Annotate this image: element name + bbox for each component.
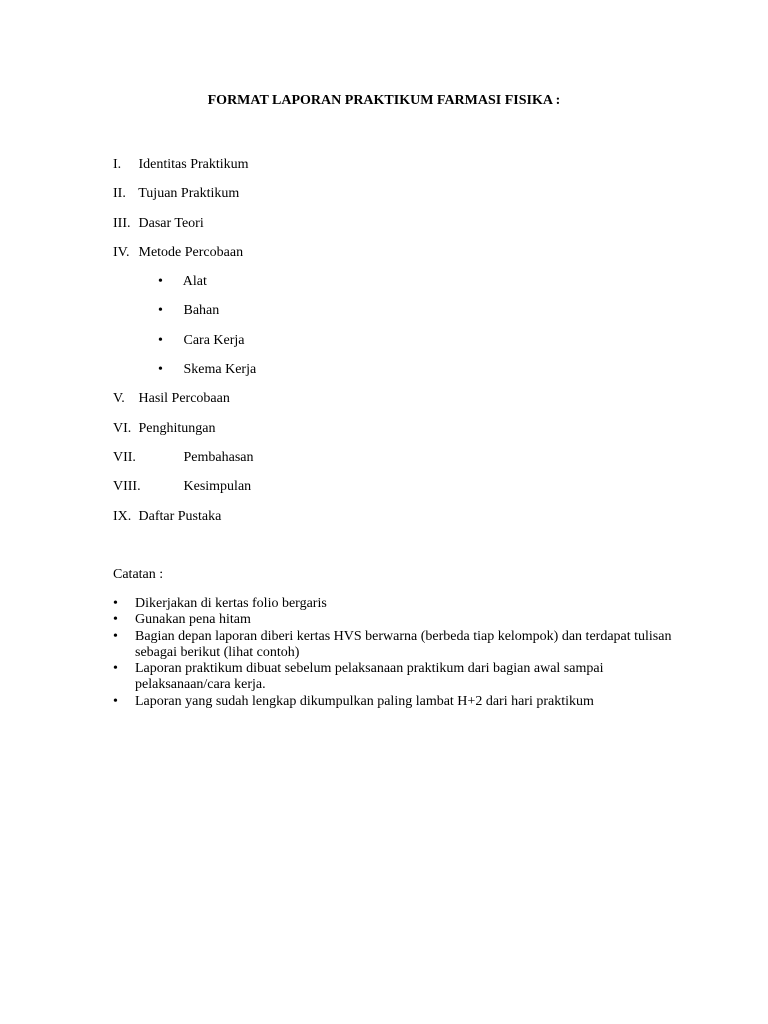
outline-label: Pembahasan xyxy=(183,449,254,465)
outline-numeral: IV. xyxy=(113,244,130,260)
note-text: Gunakan pena hitam xyxy=(135,612,251,628)
outline-label: Daftar Pustaka xyxy=(138,508,222,524)
outline-numeral: VIII. xyxy=(113,479,141,495)
note-text: Laporan praktikum dibuat sebelum pelaksanaan praktikum dari bagian awal sampai pelaksanaan/cara kerja. xyxy=(135,661,604,693)
note-text: Dikerjakan di kertas folio bergaris xyxy=(135,596,327,611)
note-item-3 xyxy=(113,629,673,662)
report-outline xyxy=(113,155,256,536)
notes-heading: Catatan : xyxy=(113,567,164,582)
note-item-2 xyxy=(113,612,673,628)
bullet-icon: • xyxy=(113,596,118,611)
outline-label: Kesimpulan xyxy=(183,479,252,495)
outline-item-2 xyxy=(113,184,256,213)
outline-label: Identitas Praktikum xyxy=(138,157,249,172)
outline-item-8 xyxy=(113,477,256,506)
method-subitem-label: Alat xyxy=(182,274,207,290)
document-title: FORMAT LAPORAN PRAKTIKUM FARMASI FISIKA : xyxy=(207,93,561,108)
method-subitem-bahan xyxy=(113,301,256,330)
outline-item-7 xyxy=(113,448,256,477)
method-subitem-alat xyxy=(113,272,256,301)
outline-label: Metode Percobaan xyxy=(138,244,244,260)
outline-item-1 xyxy=(113,155,256,184)
notes-list xyxy=(113,596,673,710)
bullet-icon: • xyxy=(113,612,118,628)
outline-item-3 xyxy=(113,214,256,243)
outline-item-4 xyxy=(113,243,256,272)
note-item-4 xyxy=(113,661,673,694)
note-text: Laporan yang sudah lengkap dikumpulkan paling lambat H+2 dari hari praktikum xyxy=(135,693,594,709)
outline-numeral: VI. xyxy=(113,420,132,436)
outline-numeral: VII. xyxy=(113,449,136,465)
outline-numeral: I. xyxy=(113,157,122,172)
outline-label: Penghitungan xyxy=(138,420,216,436)
bullet-icon: • xyxy=(158,303,163,319)
bullet-icon: • xyxy=(113,661,118,677)
outline-label: Tujuan Praktikum xyxy=(138,186,240,202)
outline-label: Hasil Percobaan xyxy=(138,391,230,407)
outline-label: Dasar Teori xyxy=(138,215,204,231)
outline-numeral: IX. xyxy=(113,508,132,524)
outline-item-9 xyxy=(113,507,256,536)
note-item-1 xyxy=(113,596,673,612)
method-subitem-skema-kerja xyxy=(113,360,256,389)
bullet-icon: • xyxy=(158,274,163,290)
outline-numeral: II. xyxy=(113,186,126,202)
outline-item-6 xyxy=(113,419,256,448)
note-item-5 xyxy=(113,694,673,710)
outline-item-5 xyxy=(113,389,256,418)
method-subitem-label: Skema Kerja xyxy=(183,362,257,378)
bullet-icon: • xyxy=(113,628,118,644)
outline-numeral: III. xyxy=(113,215,131,231)
bullet-icon: • xyxy=(113,693,118,709)
note-text: Bagian depan laporan diberi kertas HVS berwarna (berbeda tiap kelompok) dan terdapat tulisan sebagai berikut (lihat contoh) xyxy=(135,628,672,660)
method-subitem-label: Cara Kerja xyxy=(183,332,245,348)
bullet-icon: • xyxy=(158,362,163,378)
method-subitem-label: Bahan xyxy=(183,303,220,319)
outline-numeral: V. xyxy=(113,391,125,407)
bullet-icon: • xyxy=(158,332,163,348)
method-subitem-cara-kerja xyxy=(113,331,256,360)
